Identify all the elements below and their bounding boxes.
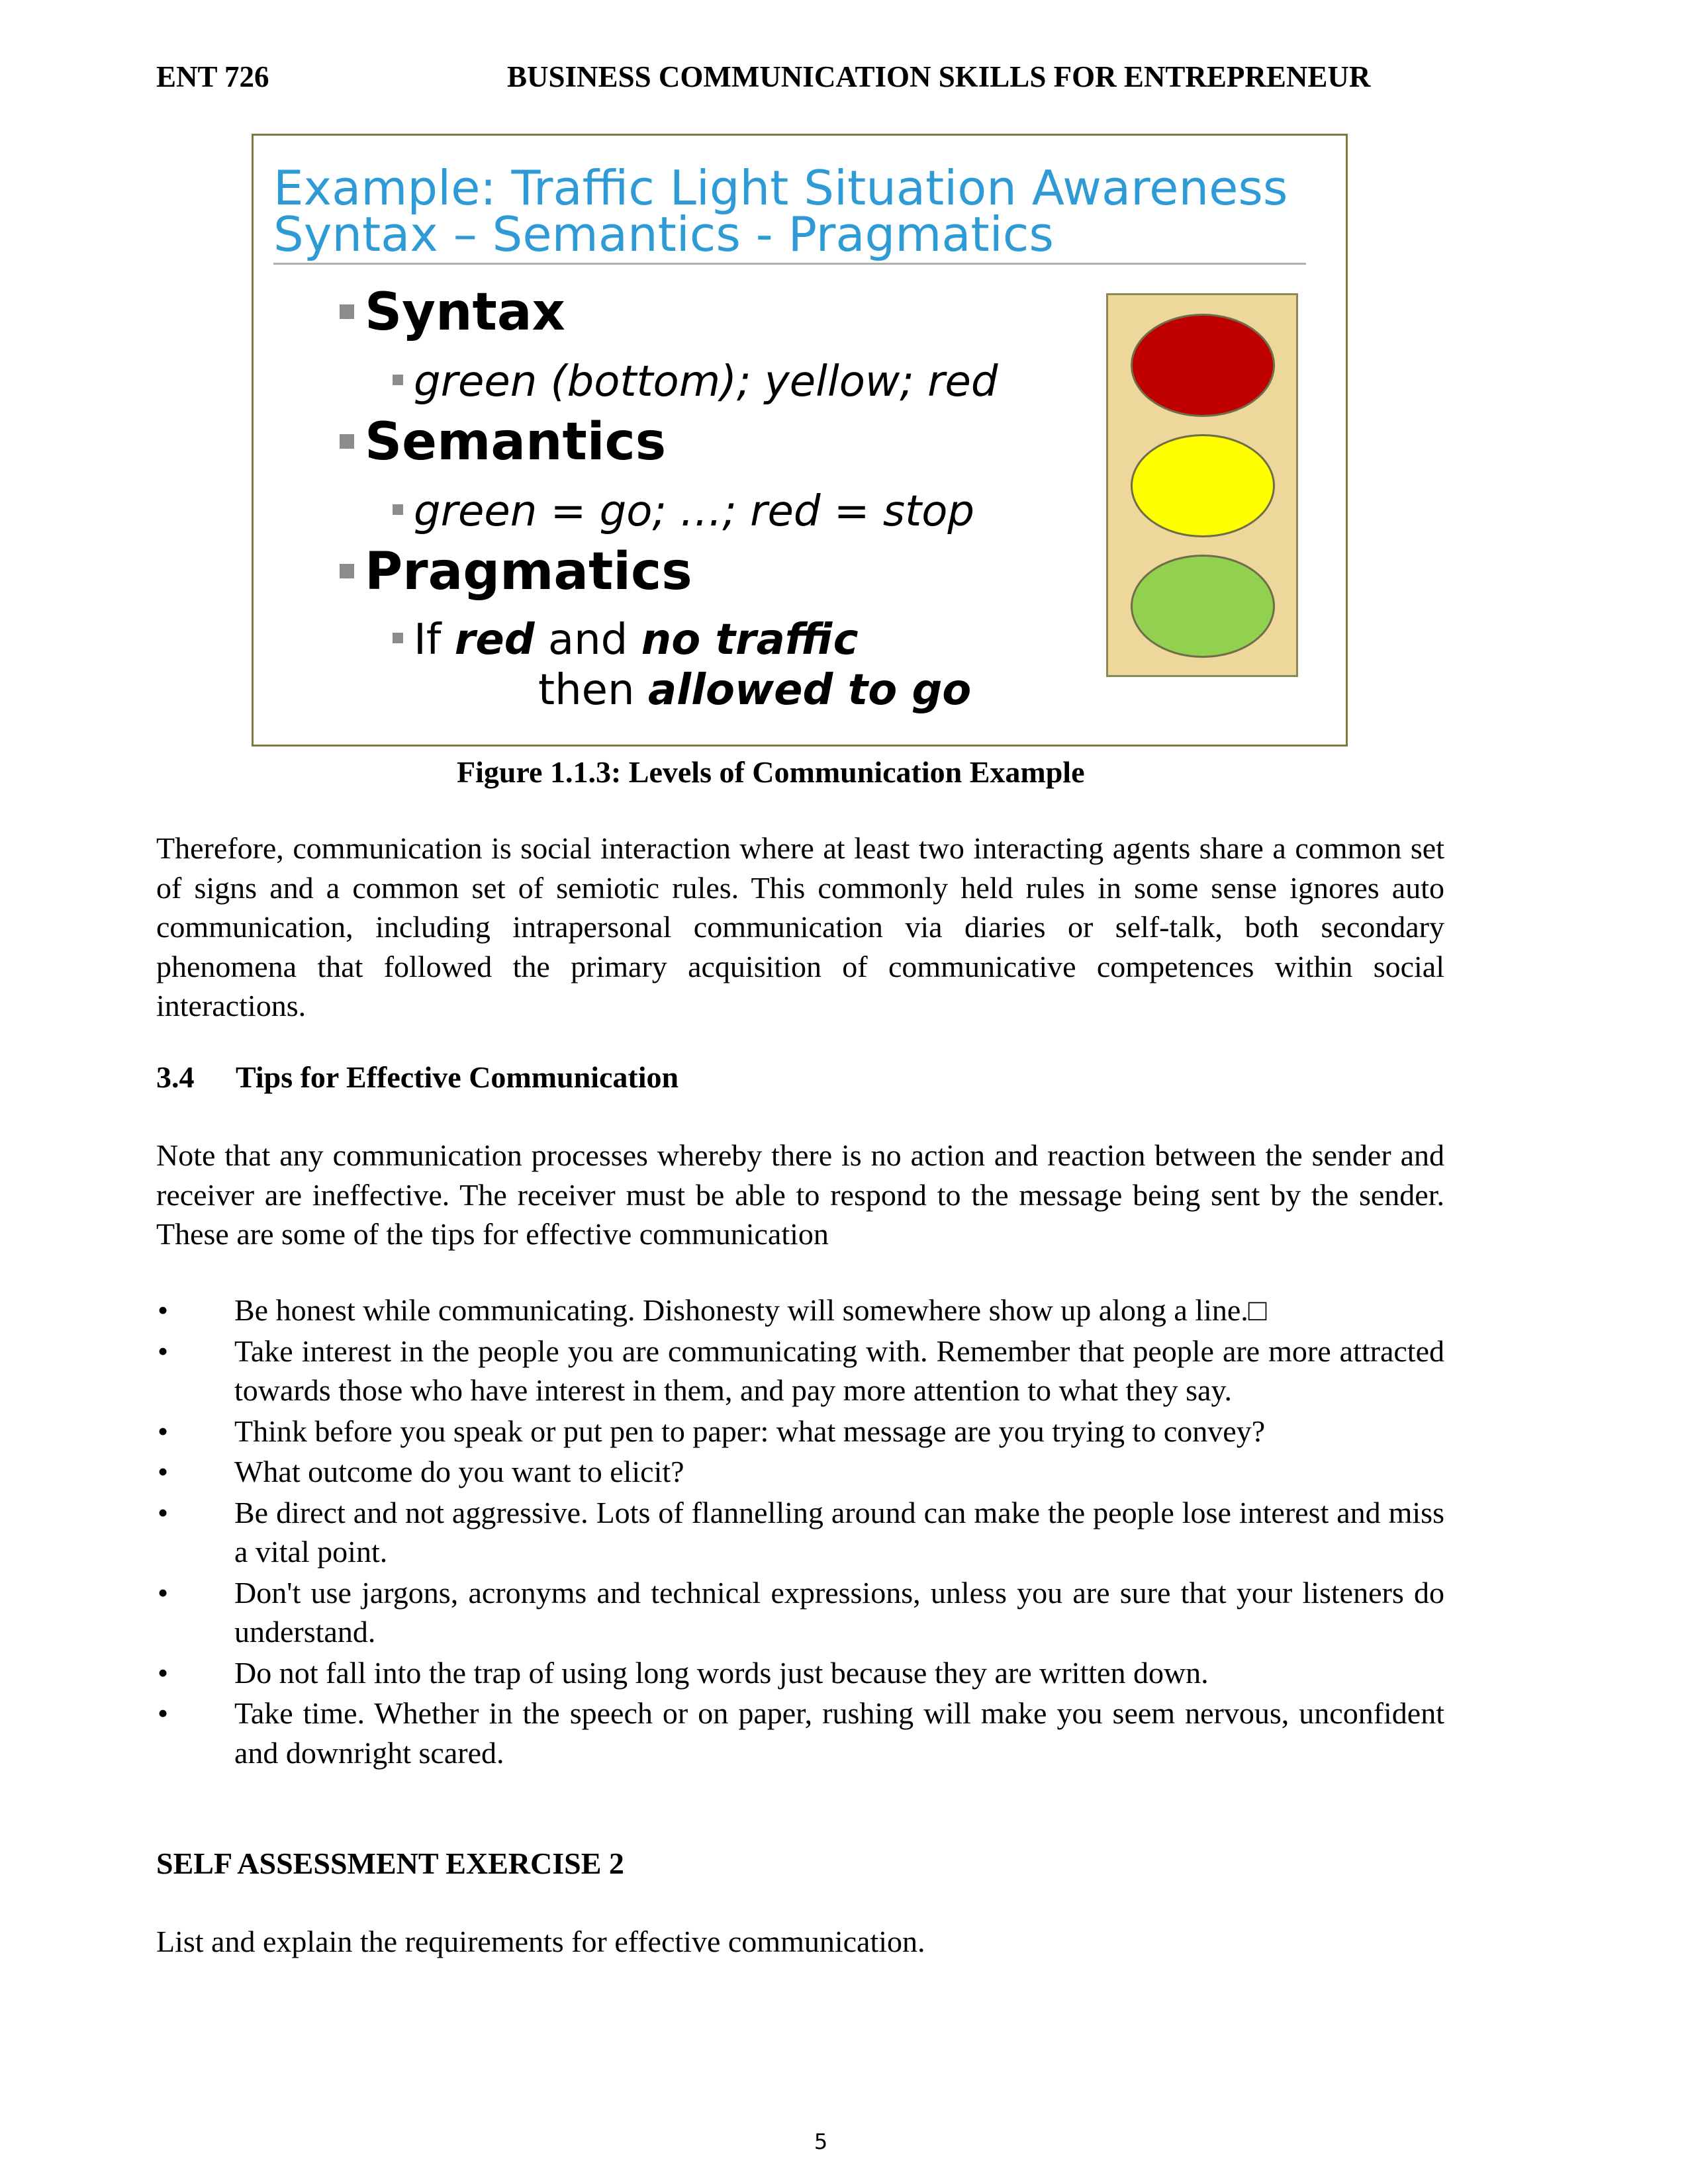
figure-title-line1: Example: Traffic Light Situation Awareness <box>273 160 1288 216</box>
list-item: • Take interest in the people you are communicating with. Remember that people are more attracted towards those who have interest in them, and pay more attention to what they say. <box>156 1332 1444 1410</box>
semantics-detail-bullet <box>393 486 974 537</box>
pragmatics-no-traffic: no traffic <box>641 615 859 664</box>
syntax-bullet <box>340 283 565 342</box>
traffic-light <box>1106 293 1298 677</box>
syntax-label: Syntax <box>365 283 565 342</box>
pragmatics-if: If <box>414 615 442 664</box>
bullet-icon: • <box>158 1696 169 1730</box>
figure-divider <box>273 263 1306 265</box>
bullet-icon: • <box>158 1495 169 1529</box>
bullet-icon: • <box>158 1414 169 1448</box>
figure-title-line2: Syntax – Semantics - Pragmatics <box>273 206 1054 262</box>
square-bullet-icon <box>393 633 403 643</box>
page-number: 5 <box>814 2129 828 2154</box>
figure-caption-text: Figure 1.1.3: Levels of Communication Example <box>457 755 1085 789</box>
exercise-text: List and explain the requirements for effective communication. <box>156 1925 925 1958</box>
semantics-detail: green = go; …; red = stop <box>414 487 974 536</box>
exercise-title: SELF ASSESSMENT EXERCISE 2 <box>156 1846 624 1880</box>
bullet-icon: • <box>158 1575 169 1610</box>
semantics-bullet <box>340 412 666 472</box>
list-item: • Don't use jargons, acronyms and technical expressions, unless you are sure that your listeners do understand. <box>156 1573 1444 1652</box>
bullet-icon: • <box>158 1293 169 1327</box>
bullet-icon: • <box>158 1334 169 1368</box>
page-header <box>156 57 1434 97</box>
course-code: ENT 726 <box>156 60 269 93</box>
list-item: • Take time. Whether in the speech or on paper, rushing will make you seem nervous, unconfident and downright scared. <box>156 1694 1444 1772</box>
syntax-detail: green (bottom); yellow; red <box>414 357 998 406</box>
pragmatics-and: and <box>547 615 628 664</box>
list-item: • Do not fall into the trap of using long words just because they are written down. <box>156 1653 1444 1693</box>
section-title: Tips for Effective Communication <box>236 1060 679 1094</box>
list-item: • Be direct and not aggressive. Lots of flannelling around can make the people lose interest and miss a vital point. <box>156 1493 1444 1572</box>
pragmatics-detail-bullet <box>393 615 859 665</box>
pragmatics-bullet <box>340 542 692 602</box>
paragraph-communication-definition: Therefore, communication is social interaction where at least two interacting agents share a common set of signs and a common set of semiotic rules. This commonly held rules in some sense ignores auto communication, including intrapersonal communication via diaries or self-talk, both secondary phenomena that followed the primary acquisition of communicative competences within social interactions. <box>156 831 1444 1023</box>
green-light-icon <box>1131 555 1275 658</box>
red-light-icon <box>1131 314 1275 417</box>
square-bullet-icon <box>393 504 403 515</box>
figure-caption <box>0 749 1688 796</box>
square-bullet-icon <box>393 375 403 385</box>
semantics-label: Semantics <box>365 412 667 472</box>
section-heading <box>156 1058 679 1097</box>
tips-list <box>156 1291 1444 1774</box>
pragmatics-then: then <box>538 666 635 715</box>
pragmatics-allowed: allowed to go <box>647 666 972 715</box>
bullet-icon: • <box>158 1455 169 1488</box>
section-number: 3.4 <box>156 1060 195 1094</box>
bullet-icon: • <box>158 1655 169 1690</box>
list-item: • Think before you speak or put pen to paper: what message are you trying to convey? <box>156 1412 1444 1451</box>
traffic-light-figure <box>252 134 1348 747</box>
pragmatics-label: Pragmatics <box>365 542 692 602</box>
square-bullet-icon <box>340 564 354 578</box>
syntax-detail-bullet <box>393 357 998 407</box>
yellow-light-icon <box>1131 434 1275 537</box>
square-bullet-icon <box>340 434 354 449</box>
list-item: • Be honest while communicating. Dishonesty will somewhere show up along a line.□ <box>156 1291 1444 1330</box>
list-item: • What outcome do you want to elicit? <box>156 1452 1444 1492</box>
pragmatics-detail-line2 <box>538 665 971 715</box>
paragraph-tips-intro: Note that any communication processes whereby there is no action and reaction between the sender and receiver are ineffective. The receiver must be able to respond to the message being sent by the sender. These are some of the tips for effective communication <box>156 1138 1444 1251</box>
course-title: BUSINESS COMMUNICATION SKILLS FOR ENTREPRENEUR <box>507 60 1371 93</box>
square-bullet-icon <box>340 304 354 319</box>
figure-title <box>273 160 1288 262</box>
pragmatics-red: red <box>454 615 535 664</box>
